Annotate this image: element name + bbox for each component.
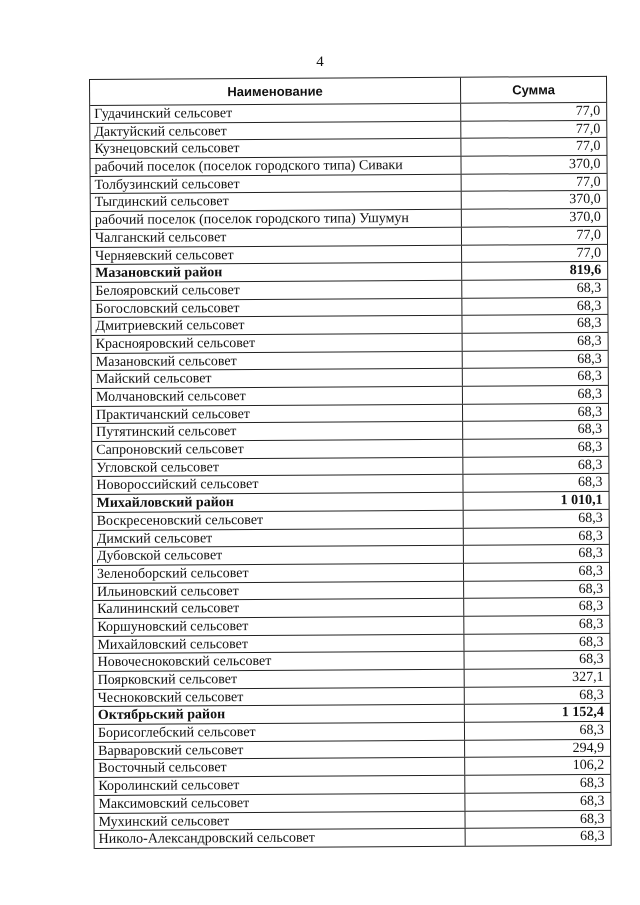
settlement-name: Путятинский сельсовет xyxy=(92,422,463,441)
settlement-sum: 68,3 xyxy=(579,793,605,809)
district-sum: 1 152,4 xyxy=(561,705,604,721)
settlement-name: Ильиновский сельсовет xyxy=(93,581,464,600)
settlement-sum: 68,3 xyxy=(578,546,603,562)
settlement-sum: 68,3 xyxy=(578,581,604,597)
settlement-name: Белояровский сельсовет xyxy=(91,281,462,300)
settlement-sum: 68,3 xyxy=(579,775,605,792)
table-header-row xyxy=(90,77,606,106)
settlement-name: Майский сельсовет xyxy=(92,369,463,388)
district-name: Октябрьский район xyxy=(94,705,465,724)
district-name: Мазановский район xyxy=(91,263,462,282)
settlement-name: Новороссийский сельсовет xyxy=(92,475,463,494)
settlement-sum: 77,0 xyxy=(576,227,602,243)
settlement-sum: 68,3 xyxy=(576,298,602,314)
settlement-name: рабочий поселок (поселок городского типа) Сиваки xyxy=(90,157,461,176)
settlement-name: Новочесноковский сельсовет xyxy=(94,652,465,671)
settlement-sum: 370,0 xyxy=(568,156,601,173)
settlement-name: Димский сельсовет xyxy=(93,528,464,547)
column-header-sum: Сумма xyxy=(512,82,555,98)
settlement-sum: 68,3 xyxy=(578,528,603,544)
settlement-name: Воскресеновский сельсовет xyxy=(93,511,464,530)
settlement-name: Королинский сельсовет xyxy=(94,776,465,795)
settlement-name: рабочий поселок (поселок городского типа) Ушумун xyxy=(91,210,462,229)
settlement-name: Дубовской сельсовет xyxy=(93,546,464,565)
settlement-sum: 68,3 xyxy=(578,599,604,615)
settlement-name: Коршуновский сельсовет xyxy=(93,617,464,636)
settlement-name: Чесноковский сельсовет xyxy=(94,687,465,706)
page-number: 4 xyxy=(316,54,324,70)
settlement-name: Борисоглебский сельсовет xyxy=(94,723,465,742)
settlement-name: Михайловский сельсовет xyxy=(93,634,464,653)
settlement-sum: 68,3 xyxy=(577,351,602,367)
table-row xyxy=(95,828,611,849)
settlement-sum: 106,2 xyxy=(572,758,605,774)
settlement-name: Зеленоборский сельсовет xyxy=(93,564,464,583)
settlement-sum: 68,3 xyxy=(577,369,602,385)
settlement-name: Кузнецовский сельсовет xyxy=(90,139,461,158)
settlement-name: Мазановский сельсовет xyxy=(92,351,463,370)
settlement-name: Дактуйский сельсовет xyxy=(90,121,461,140)
settlement-sum: 68,3 xyxy=(576,316,602,332)
settlement-name: Мухинский сельсовет xyxy=(94,811,465,830)
column-header-name: Наименование xyxy=(90,78,461,105)
settlement-sum: 370,0 xyxy=(569,192,601,208)
settlement-sum: 327,1 xyxy=(572,669,604,686)
settlement-sum: 68,3 xyxy=(577,404,603,420)
settlement-sum: 68,3 xyxy=(579,811,605,827)
settlement-sum: 68,3 xyxy=(577,422,603,438)
settlement-name: Гудачинский сельсовет xyxy=(90,104,461,123)
settlement-sum: 77,0 xyxy=(575,121,601,137)
settlement-sum: 68,3 xyxy=(578,634,604,650)
settlement-name: Угловской сельсовет xyxy=(92,457,463,476)
settlement-name: Чалганский сельсовет xyxy=(91,228,462,247)
settlement-name: Тыгдинский сельсовет xyxy=(91,192,462,211)
settlement-sum: 68,3 xyxy=(576,280,602,296)
settlement-name: Богословский сельсовет xyxy=(91,298,462,317)
settlement-name: Сапроновский сельсовет xyxy=(92,440,463,459)
settlement-sum: 68,3 xyxy=(577,439,603,456)
settlement-sum: 68,3 xyxy=(577,333,602,349)
settlement-sum: 370,0 xyxy=(569,210,601,226)
settlement-name: Дмитриевский сельсовет xyxy=(91,316,462,335)
settlement-name: Толбузинский сельсовет xyxy=(91,174,462,193)
settlement-sum: 77,0 xyxy=(575,103,601,120)
settlement-name: Практичанский сельсовет xyxy=(92,404,463,423)
settlement-sum: 68,3 xyxy=(579,687,604,703)
settlement-sum: 68,3 xyxy=(579,652,604,668)
settlement-sum: 68,3 xyxy=(580,829,605,845)
table-body xyxy=(90,103,611,849)
settlement-sum: 68,3 xyxy=(577,475,603,491)
settlement-sum: 68,3 xyxy=(577,386,602,403)
settlement-sum: 68,3 xyxy=(578,616,604,632)
settlement-sum: 68,3 xyxy=(578,510,603,526)
settlement-name: Восточный сельсовет xyxy=(94,758,465,777)
settlement-name: Калининский сельсовет xyxy=(93,599,464,618)
settlement-sum: 294,9 xyxy=(572,740,605,756)
settlement-sum: 77,0 xyxy=(576,245,602,261)
settlement-sum: 77,0 xyxy=(575,139,601,155)
settlement-name: Максимовский сельсовет xyxy=(94,794,465,813)
settlement-name: Черняевский сельсовет xyxy=(91,245,462,264)
settlement-name: Краснояровский сельсовет xyxy=(92,334,463,353)
settlement-sum: 77,0 xyxy=(576,174,601,190)
settlement-name: Варваровский сельсовет xyxy=(94,740,465,759)
settlement-name: Молчановский сельсовет xyxy=(92,387,463,406)
allocation-table xyxy=(89,76,612,849)
settlement-sum: 68,3 xyxy=(577,457,603,473)
district-sum: 819,6 xyxy=(569,263,602,279)
district-sum: 1 010,1 xyxy=(560,492,603,509)
settlement-name: Поярковский сельсовет xyxy=(94,670,465,689)
settlement-sum: 68,3 xyxy=(578,563,604,579)
district-name: Михайловский район xyxy=(93,493,464,512)
settlement-sum: 68,3 xyxy=(579,722,605,739)
settlement-name: Николо-Александровский сельсовет xyxy=(95,829,466,848)
